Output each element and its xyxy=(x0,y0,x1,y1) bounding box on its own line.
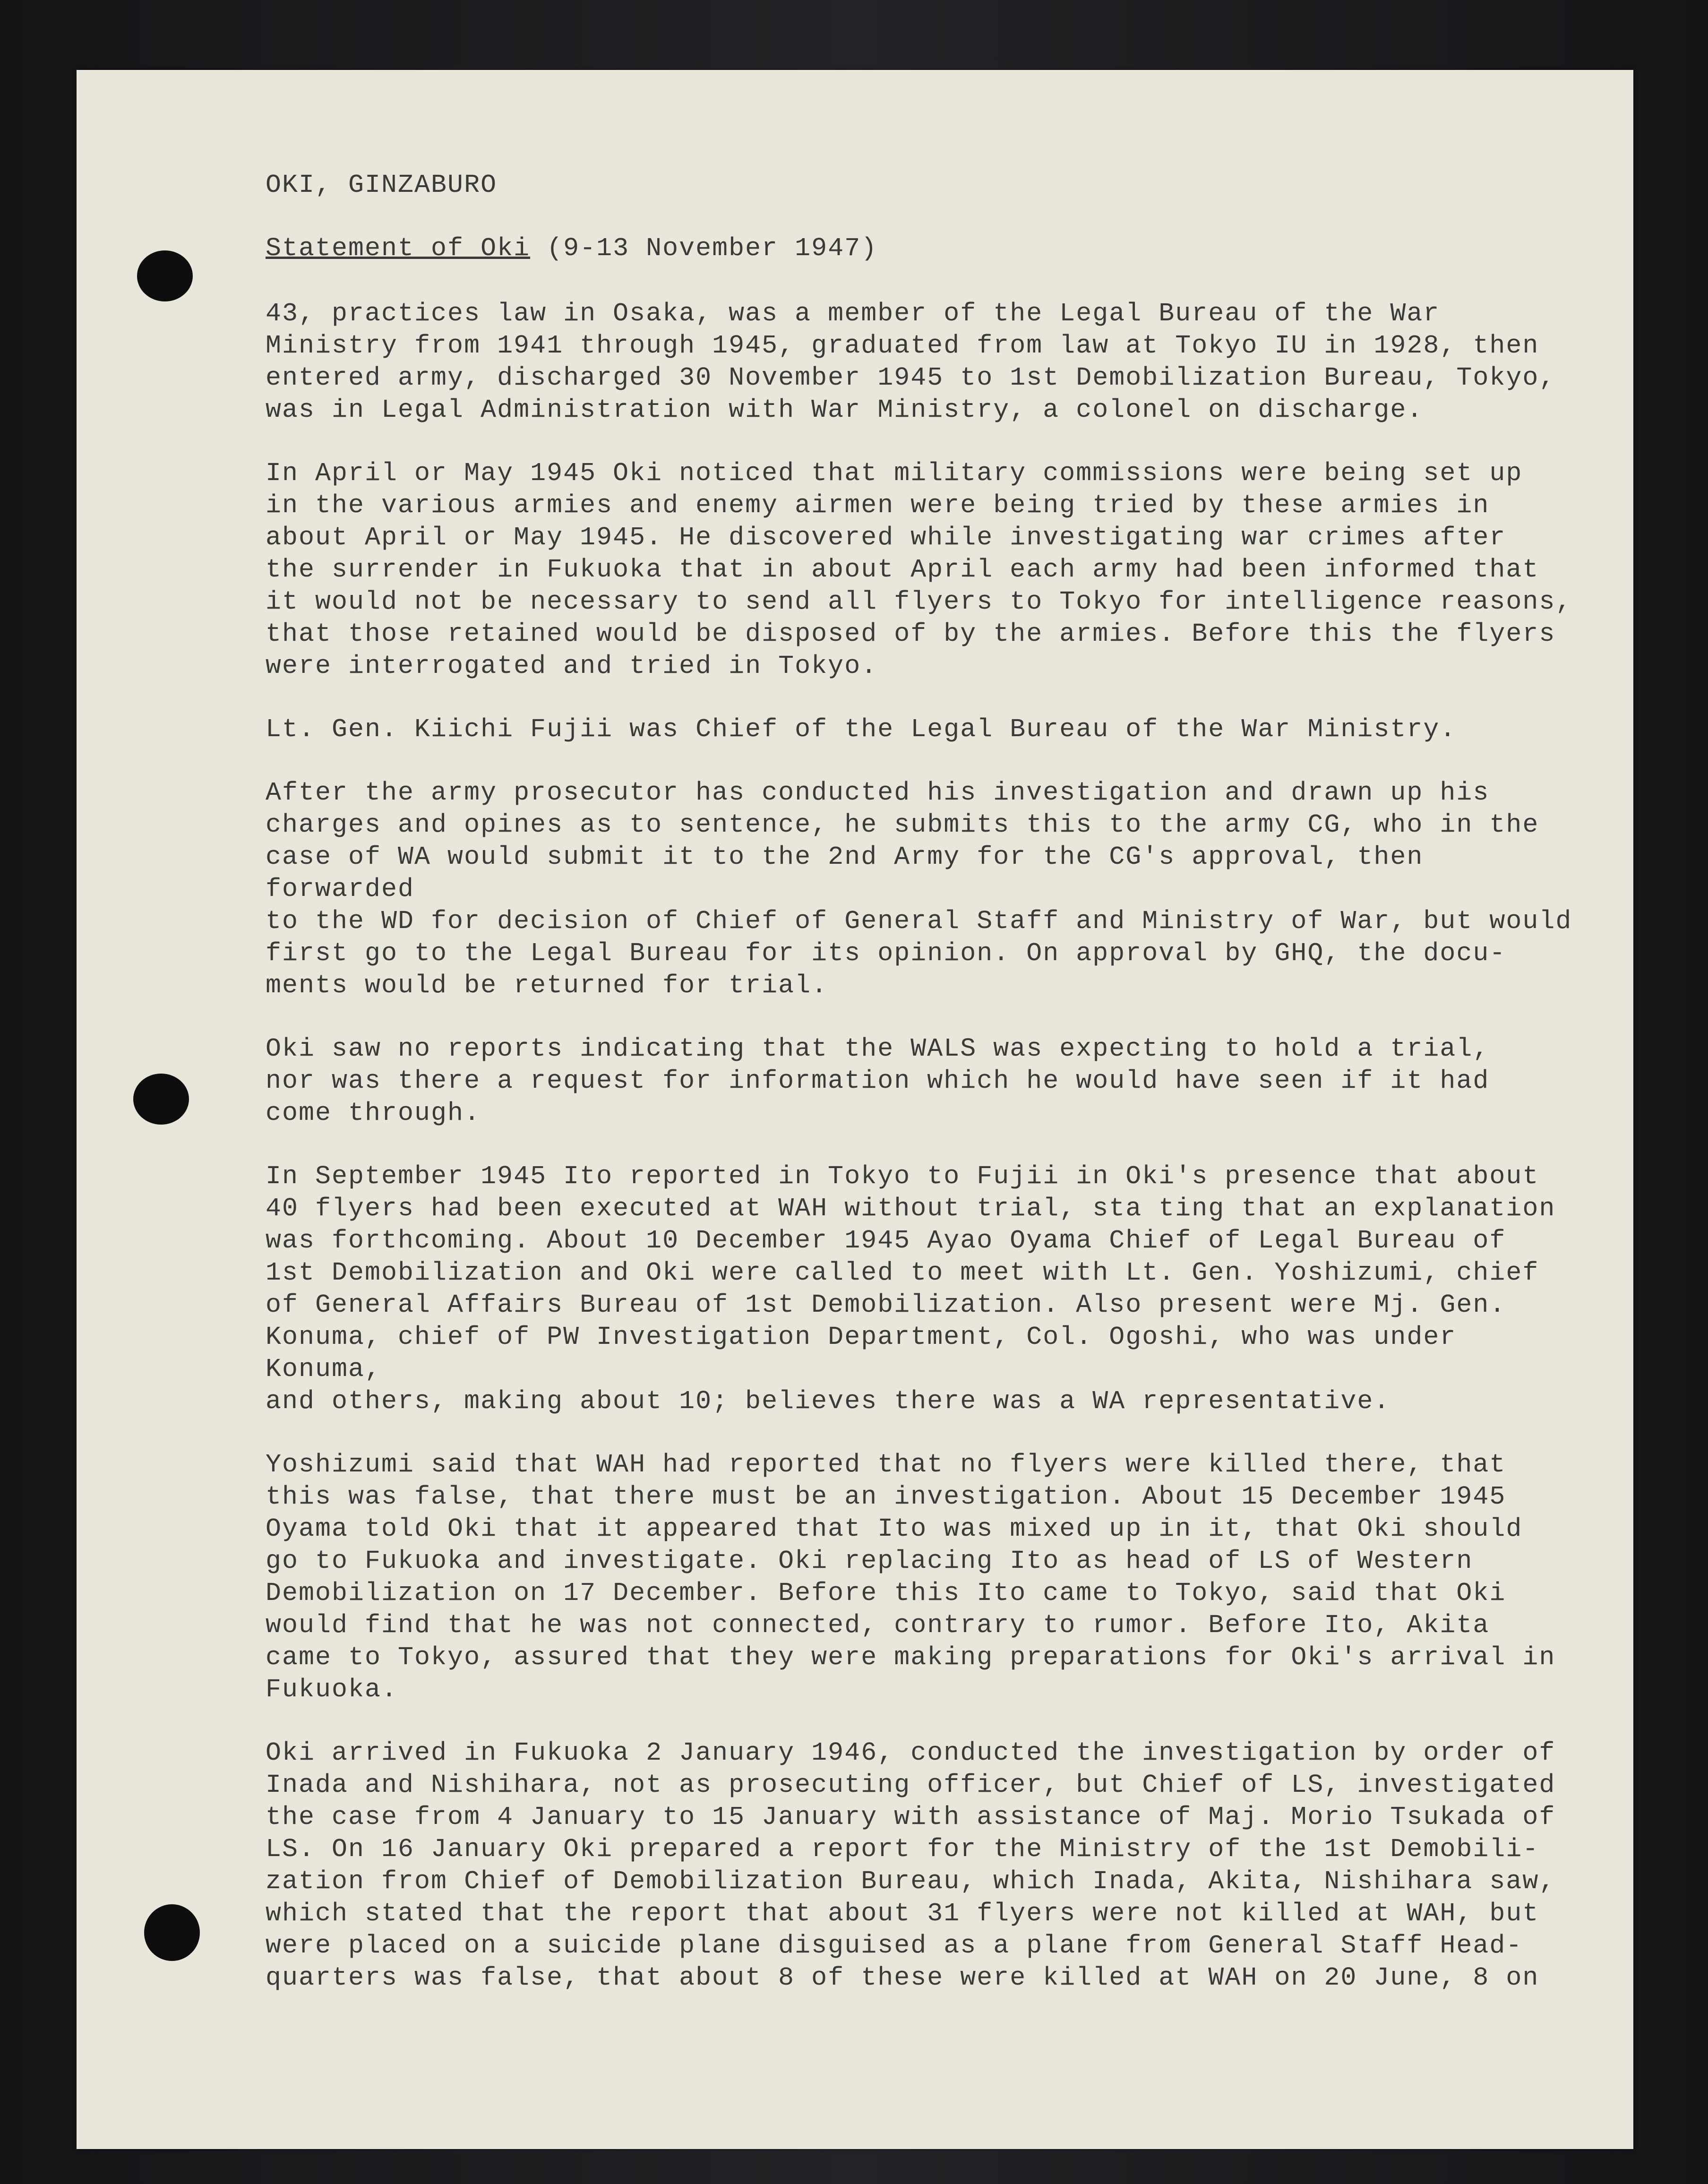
document-body xyxy=(266,169,1588,1994)
paragraph-6: In September 1945 Ito reported in Tokyo to Fujii in Oki's presence that about 40 flyers had been executed at WAH without trial, sta ting that an explanation was forthcoming. About 10 December 1945 Ayao Oyama Chief of Legal Bureau of 1st Demobilization and Oki were called to meet with Lt. Gen. Yoshizumi, chief of General Affairs Bureau of 1st Demobilization. Also present were Mj. Gen. Konuma, chief of PW Investigation Department, Col. Ogoshi, who was under Konuma, and others, making about 10; believes there was a WA representative. xyxy=(266,1161,1556,1416)
statement-title-underlined: Statement of Oki xyxy=(266,233,531,263)
document-heading: OKI, GINZABURO xyxy=(266,170,498,200)
punch-hole-middle xyxy=(133,1074,189,1125)
paragraph-3: Lt. Gen. Kiichi Fujii was Chief of the Legal Bureau of the War Ministry. xyxy=(266,714,1457,744)
paragraph-4: After the army prosecutor has conducted his investigation and drawn up his charges and opines as to sentence, he submits this to the army CG, who in the case of WA would submit it to the 2nd Army for the CG's approval, then forwarded to the WD for decision of Chief of General Staff and Ministry of War, but would first go to the Legal Bureau for its opinion. On approval by GHQ, the docu- ments would be returned for trial. xyxy=(266,778,1572,1000)
statement-title xyxy=(266,232,1588,265)
paragraph-7: Yoshizumi said that WAH had reported that no flyers were killed there, that this was false, that there must be an investigation. About 15 December 1945 Oyama told Oki that it appeared that Ito was mixed up in it, that Oki should go to Fukuoka and investigate. Oki replacing Ito as head of LS of Western Demobilization on 17 December. Before this Ito came to Tokyo, said that Oki would find that he was not connected, contrary to rumor. Before Ito, Akita came to Tokyo, assured that they were making preparations for Oki's arrival in Fukuoka. xyxy=(266,1450,1556,1704)
paragraph-8: Oki arrived in Fukuoka 2 January 1946, conducted the investigation by order of Inada and Nishihara, not as prosecuting officer, but Chief of LS, investigated the case from 4 January to 15 January with assistance of Maj. Morio Tsukada of LS. On 16 January Oki prepared a report for the Ministry of the 1st Demobili- zation from Chief of Demobilization Bureau, which Inada, Akita, Nishihara saw, which stated that the report that about 31 flyers were not killed at WAH, but were placed on a suicide plane disguised as a plane from General Staff Head- quarters was false, that about 8 of these were killed at WAH on 20 June, 8 on xyxy=(266,1738,1556,1993)
punch-hole-bottom xyxy=(144,1904,200,1961)
punch-hole-top xyxy=(137,250,193,301)
statement-date: (9-13 November 1947) xyxy=(530,233,878,263)
paragraph-1: 43, practices law in Osaka, was a member of the Legal Bureau of the War Ministry from 1941 through 1945, graduated from law at Tokyo IU in 1928, then entered army, discharged 30 November 1945 to 1st Demobilization Bureau, Tokyo, was in Legal Administration with War Ministry, a colonel on discharge. xyxy=(266,299,1556,425)
paragraph-2: In April or May 1945 Oki noticed that military commissions were being set up in the various armies and enemy airmen were being tried by these armies in about April or May 1945. He discovered while investigating war crimes after the surrender in Fukuoka that in about April each army had been informed that it would not be necessary to send all flyers to Tokyo for intelligence reasons, that those retained would be disposed of by the armies. Before this the flyers were interrogated and tried in Tokyo. xyxy=(266,458,1572,681)
paragraph-5: Oki saw no reports indicating that the WALS was expecting to hold a trial, nor was there a request for information which he would have seen if it had come through. xyxy=(266,1034,1490,1128)
